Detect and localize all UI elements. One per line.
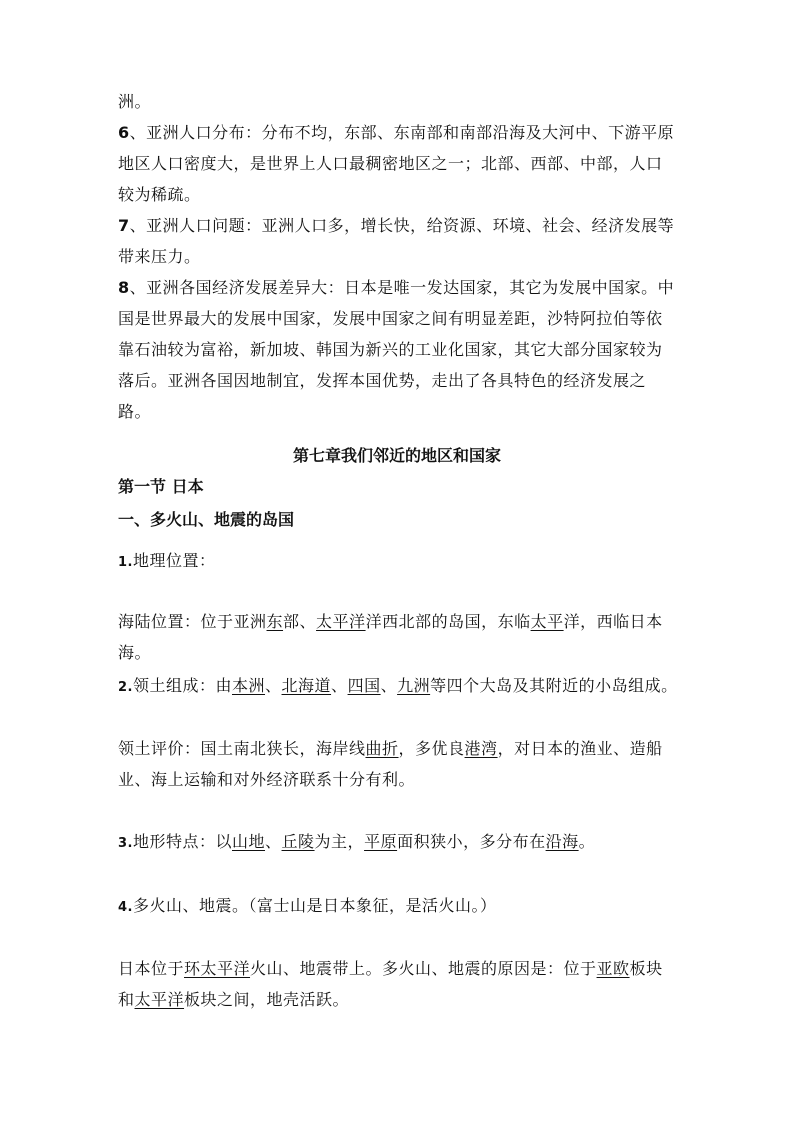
text-segment: 洋西北部的岛国，东临 xyxy=(365,612,531,631)
text-segment: 板块之间，地壳活跃。 xyxy=(184,990,350,1009)
paragraph-6 xyxy=(118,117,678,210)
item-number: 8 xyxy=(118,278,130,297)
text-segment: 领土组成：由 xyxy=(132,676,232,695)
item-number: 6 xyxy=(118,123,130,142)
section-heading: 第一节 日本 xyxy=(118,477,204,496)
paragraph-7 xyxy=(118,210,678,272)
underlined-term: 东 xyxy=(266,612,284,631)
underlined-term: 港湾 xyxy=(464,739,498,758)
paragraph-text: 洲。 xyxy=(118,92,152,111)
text-segment: 、 xyxy=(380,676,398,695)
item-1-geo-location xyxy=(118,545,678,578)
item-number: 2. xyxy=(118,680,133,695)
text-segment: 、 xyxy=(265,832,282,851)
item-text: 地理位置： xyxy=(132,551,216,570)
text-segment: 火山、地震带上。多火山、地震的原因是：位于 xyxy=(250,959,597,978)
sea-land-position xyxy=(118,606,688,668)
chapter-title: 第七章我们邻近的地区和国家 xyxy=(292,446,501,465)
text-segment: 日本位于 xyxy=(118,959,185,978)
text-segment: 领土评价：国土南北狭长，海岸线 xyxy=(118,739,366,758)
volcano-cause xyxy=(118,953,678,1015)
paragraph-8 xyxy=(118,272,678,427)
text-segment: 。 xyxy=(578,832,596,851)
underlined-term: 平原 xyxy=(364,832,398,851)
underlined-term: 太平 xyxy=(530,612,564,631)
underlined-term: 四国 xyxy=(347,676,381,695)
underlined-term: 丘陵 xyxy=(281,832,315,851)
item-number: 4. xyxy=(118,900,133,915)
underlined-term: 九洲 xyxy=(397,676,431,695)
text-segment: 海陆位置：位于亚洲 xyxy=(118,612,267,631)
text-segment: 等四个大岛及其附近的小岛组成。 xyxy=(430,676,678,695)
item-2-territory xyxy=(118,670,678,703)
item-number: 1. xyxy=(118,555,133,570)
text-segment: 面积狭小，多分布在 xyxy=(397,832,546,851)
paragraph-text: 、亚洲各国经济发展差异大：日本是唯一发达国家，其它为发展中国家。中国是世界最大的发展中国家，发展中国家之间有明显差距，沙特阿拉伯等依靠石油较为富裕，新加坡、韩国为新兴的工业化国家，其它大部分国家较为落后。亚洲各国因地制宜，发挥本国优势，走出了各具特色的经济发展之路。 xyxy=(118,278,675,421)
subsection-heading: 一、多火山、地震的岛国 xyxy=(118,510,295,529)
underlined-term: 太平洋 xyxy=(316,612,366,631)
text-segment: 洋，西临日本海。 xyxy=(118,612,663,662)
paragraph-text: 、亚洲人口问题：亚洲人口多，增长快，给资源、环境、社会、经济发展等带来压力。 xyxy=(118,216,675,266)
item-number: 3. xyxy=(118,836,133,851)
paragraph-continuation xyxy=(118,86,678,117)
territory-evaluation xyxy=(118,733,678,795)
item-3-terrain xyxy=(118,826,678,859)
item-4-volcano-earthquake xyxy=(118,890,678,923)
text-segment: 为主， xyxy=(314,832,365,851)
text-segment: 部、 xyxy=(283,612,317,631)
paragraph-text: 、亚洲人口分布：分布不均，东部、东南部和南部沿海及大河中、下游平原地区人口密度大，是世界上人口最稠密地区之一；北部、西部、中部，人口较为稀疏。 xyxy=(118,123,675,204)
text-segment: ，多优良 xyxy=(398,739,465,758)
item-text: 多火山、地震。（富士山是日本象征，是活火山。） xyxy=(132,896,497,915)
underlined-term: 太平洋 xyxy=(134,990,185,1009)
underlined-term: 环太平洋 xyxy=(184,959,251,978)
underlined-term: 曲折 xyxy=(365,739,399,758)
underlined-term: 本洲 xyxy=(232,676,266,695)
item-number: 7 xyxy=(118,216,130,235)
underlined-term: 沿海 xyxy=(545,832,579,851)
text-segment: 、 xyxy=(331,676,348,695)
text-segment: 、 xyxy=(265,676,282,695)
text-segment: ，对日本的渔业、造船业、海上运输和对外经济联系十分有利。 xyxy=(118,739,663,789)
text-segment: 板块和 xyxy=(118,959,663,1009)
underlined-term: 北海道 xyxy=(281,676,332,695)
underlined-term: 亚欧 xyxy=(596,959,630,978)
text-segment: 地形特点：以 xyxy=(132,832,232,851)
underlined-term: 山地 xyxy=(232,832,266,851)
